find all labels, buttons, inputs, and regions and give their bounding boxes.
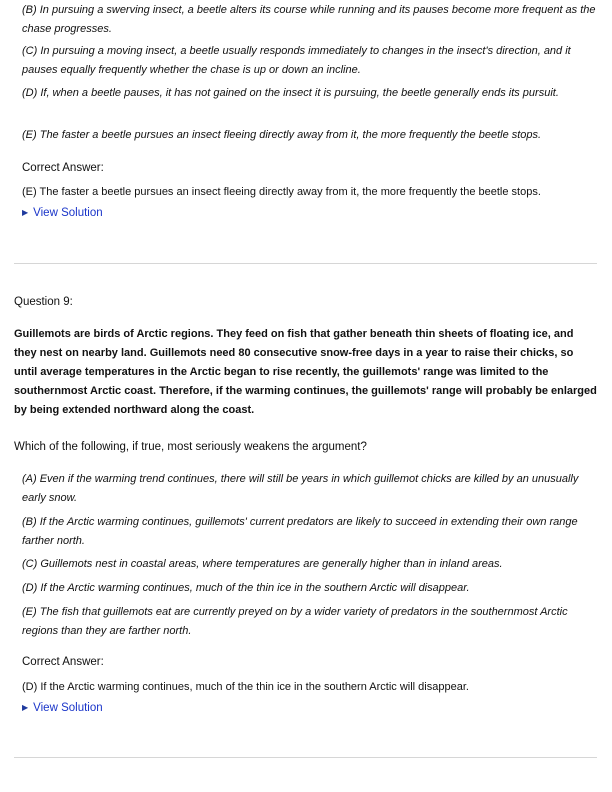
view-solution-label: View Solution bbox=[33, 207, 103, 219]
option-d: (D) If, when a beetle pauses, it has not gained on the insect it is pursuing, the beetle generally ends its pursuit. bbox=[22, 87, 559, 99]
correct-answer-text: (D) If the Arctic warming continues, much of the thin ice in the southern Arctic will disappear. bbox=[22, 681, 469, 693]
option-e: (E) The fish that guillemots eat are currently preyed on by a wider variety of predators in the southernmost Arctic regions than they are farther north. bbox=[22, 606, 568, 637]
option-b: (B) If the Arctic warming continues, guillemots' current predators are likely to succeed in extending their own range farther north. bbox=[22, 516, 578, 547]
option-b: (B) In pursuing a swerving insect, a beetle alters its course while running and its pauses become more frequent as the chase progresses. bbox=[22, 4, 596, 35]
option-c: (C) Guillemots nest in coastal areas, where temperatures are generally higher than in inland areas. bbox=[22, 558, 503, 570]
view-solution-label: View Solution bbox=[33, 702, 103, 714]
question-prompt: Which of the following, if true, most seriously weakens the argument? bbox=[14, 441, 367, 453]
option-c: (C) In pursuing a moving insect, a beetle usually responds immediately to changes in the insect's direction, and it pauses equally frequently whether the chase is up or down an incline. bbox=[22, 45, 571, 76]
triangle-right-icon: ▶ bbox=[22, 208, 29, 217]
correct-answer-label: Correct Answer: bbox=[22, 162, 104, 174]
divider bbox=[14, 757, 597, 758]
triangle-right-icon: ▶ bbox=[22, 703, 29, 712]
option-e: (E) The faster a beetle pursues an insect fleeing directly away from it, the more frequently the beetle stops. bbox=[22, 129, 542, 141]
correct-answer-label: Correct Answer: bbox=[22, 656, 104, 668]
view-solution-link[interactable] bbox=[22, 207, 103, 219]
correct-answer-text: (E) The faster a beetle pursues an insect fleeing directly away from it, the more frequently the beetle stops. bbox=[22, 186, 541, 198]
divider bbox=[14, 263, 597, 264]
view-solution-link[interactable] bbox=[22, 702, 103, 714]
question-heading: Question 9: bbox=[14, 296, 73, 308]
option-d: (D) If the Arctic warming continues, much of the thin ice in the southern Arctic will disappear. bbox=[22, 582, 470, 594]
question-stem: Guillemots are birds of Arctic regions. They feed on fish that gather beneath thin sheets of floating ice, and they nest on nearby land. Guillemots need 80 consecutive snow-free days in a year to raise their chicks, so until average temperatures in the Arctic began to rise recently, the guillemots' range was limited to the southernmost Arctic coast. Therefore, if the warming continues, the guillemots' range will probably be enlarged by being extended northward along the coast. bbox=[14, 328, 597, 416]
option-a: (A) Even if the warming trend continues, there will still be years in which guillemot chicks are killed by an unusually early snow. bbox=[22, 473, 579, 504]
